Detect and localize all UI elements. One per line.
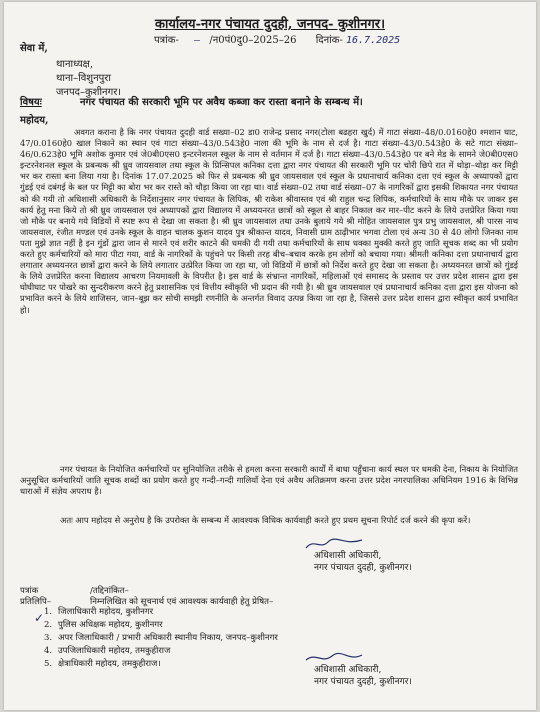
- copy-ref-label: पत्रांक: [20, 586, 39, 596]
- salutation: महोदय,: [20, 115, 49, 126]
- list-item: 2. पुलिस अधिक्षक महोदय, कुशीनगर: [44, 620, 163, 630]
- copy-header: [20, 586, 273, 608]
- reference-line: [154, 32, 400, 46]
- date-label: दिनांक-: [315, 35, 343, 46]
- prati-label: प्रतिलिपि–: [20, 597, 52, 607]
- recipient-line: थाना–विशुनपुरा: [56, 73, 111, 84]
- subject-line: [20, 94, 363, 108]
- recipient-line: जनपद–कुशीनगर।: [56, 87, 122, 98]
- list-item: 4. उपजिलाधिकारी महोदय, तमकुहीराज: [44, 646, 171, 656]
- ref-handwritten-mark: —: [182, 35, 207, 46]
- copy-ref-value: /तद्दिनांकित–: [90, 586, 129, 596]
- ref-label: पत्रांक-: [154, 35, 179, 46]
- recipient-line: थानाध्यक्ष,: [56, 59, 94, 70]
- letter-sheet: [4, 2, 536, 710]
- signatory-office: नगर पंचायत दुदही, कुशीनगर।: [314, 677, 412, 687]
- body-paragraph-2: नगर पंचायत के नियोजित कर्मचारियों पर सुनियोजित तरीके से हमला करना सरकारी कार्यों में बाधा पहुँचाना कार्य स्थल पर धमकी देना, निकाय के नियोजित अनुसूचित कर्मचारियों जाति सूचक शब्दों का प्रयोग करते हुए गन्दी–गन्दी गालियाँ देना एवं अवैध अतिक्रमण करना उत्तर प्रदेश नगरपालिका अधिनियम 1916 के विभिन्न धाराओं में संज्ञेय अपराध है।: [20, 464, 518, 497]
- office-header-title: कार्यालय-नगर पंचायत दुदही, जनपद- कुशीनगर।: [154, 17, 386, 32]
- handwritten-tick-mark: ✓: [34, 611, 45, 625]
- list-item: 1. जिलाधिकारी महोदय, कुशीनगर: [44, 607, 154, 617]
- signatory-title: अधिशासी अधिकारी,: [314, 551, 382, 561]
- signature-scribble: [304, 650, 364, 668]
- seva-me: सेवा में,: [20, 43, 48, 54]
- signatory-title: अधिशासी अधिकारी,: [314, 665, 382, 675]
- signature-block-bottom: [314, 664, 412, 688]
- ref-number: /न0पं0दु0–2025–26: [209, 35, 297, 46]
- copy-recipient-list: [44, 606, 278, 671]
- subject-label: विषयः: [20, 97, 42, 108]
- list-item: 3. अपर जिलाधिकारी / प्रभारी अधिकारी स्थानीय निकाय, जनपद–कुशीनगर: [44, 633, 278, 643]
- prati-text: निम्नलिखित को सूचनार्थ एवं आवश्यक कार्यवाही हेतु प्रेषित–: [90, 597, 274, 607]
- signature-block-top: [314, 550, 412, 574]
- body-paragraph-1: अवगत कराना है कि नगर पंचायत दुदही वार्ड सख्या–02 डा0 राजेन्द्र प्रसाद नगर(टोला बढहरा खुर्द) में गाटा संख्या–48/0.0160हे0 श्मशान घाट, 47/0.0160हे0 खाल निकाने का स्थान एवं गाटा संख्या–43/0.543हे0 नाला की भूमि के नाम से दर्ज है। गाटा संख्या–43/0.543हे0 के सटे गाटा संख्या–46/0.623हे0 भूमि अशोक कुमार एवं जे0बी0एस0 इन्टरनेशनल स्कूल के नाम से वर्तमान में दर्ज है। गाटा संख्या–43/0.543हे0 पर बने मेड के सामने जे0बी0एस0 इन्टरनेशनल स्कूल के प्रबन्धक श्री ध्रुव जायसवाल तथा स्कूल के प्रिन्सिपल कनिका दत्ता द्वारा नगर पंचायत की सरकारी भूमि पर चोरी छिपे रात में थोड़ा–थोड़ा कर मिट्टी भर कर रास्ता बना लिया गया है। दिनांक 17.07.2025 को फिर से प्रबन्धक श्री ध्रुव जायसवाल एवं स्कूल के प्रधानाचार्य कनिका दत्ता एवं स्कूल के अध्यापकों द्वारा गुंडई एवं दबंगई के बल पर मिट्टी का बोरा भर कर रास्ते को चौड़ा किया जा रहा था। वार्ड संख्या–02 तथा वार्ड संख्या–07 के नागरिकों द्वारा इसकी शिकायत नगर पंचायत को की गयी तो अधिशासी अधिकारी के निर्देशानुसार नगर पंचायत के लिपिक, श्री राकेश श्रीवास्तव एवं श्री राहुल चन्द्र लिपिक, कर्मचारियों के साथ मौके पर जाकर इस कार्य हेतु मना किये तो श्री ध्रुव जायसवाल एवं अध्यापकों द्वारा विद्यालय में अध्ययनरत छात्रों को स्कूल से बाहर निकाल कर मार–पीट करने के लिये उत्तप्रेरित किया गया जो मौके पर बनाये गये विडियों में स्पष्ट रूप से देखा जा सकता है। श्री ध्रुव जायसवाल तथा उनके बुलाये गये श्री मोहित जायसवाल पुत्र प्रभु जायसवाल, श्री पारस नाथ जायसवाल, रंजीत मण्डल एवं उनके स्कूल के वाहन चालक कुशन यादव पुत्र श्रीकान्त यादव, निवासी ग्राम ठाढ़ीभार भगवा टोला एवं अन्य 30 से 40 लोगो जिनका नाम पता मुझे ज्ञात नहीं है इन गुंडों द्वारा जान से मारने एवं शरीर काटने की धमकी दी गयी तथा कर्मचारियों के साथ धक्का मुक्की करते हुए जाति सूचक शब्द का भी प्रयोग करते हुए कर्मचारियों को मारा पीटा गया, वार्ड के नागरिकों के पहुंचने पर किसी तरह बीच–बचाव करके हम लोगों को बचाया गया। श्रीमती कनिका दत्ता प्रधानाचार्य द्वारा लगातार अध्ययनरत छात्रों द्वारा करने के लिये लगातार उत्प्रेरित किया जा रहा था, जो विडियों में छात्रों को निर्देश करते हुए देखा जा सकता है। अध्ययनरत छात्रों को गुंडई के लिये उत्तप्रेरित करना विद्यालय आचरण नियमावली के विपरीत है। इस वार्ड के संभ्रान्त नागरिकों, महिलाओं एवं समासद के प्रस्ताव पर उत्तर प्रदेश शासन द्वारा इस घोघीघाट पर पोखरे का सुन्दरीकरण करने हेतु प्रशासनिक एवं वित्तीय स्वीकृति भी प्रदान की गयी है। श्री ध्रुव जायसवाल एवं प्रधानाचार्य कनिका दत्ता द्वारा इस योजना को प्रभावित करने के लिये शाजिसन, जान–बूझ कर सोची समझी रणनीति के अन्तर्गत विवाद उत्पन्न किया जा रहा है, जिससे उत्तर प्रदेश शासन द्वारा स्वीकृत कार्य प्रभावित हो।: [20, 127, 518, 315]
- list-item: 5. क्षेत्राधिकारी महोदय, तमकुहीराज।: [44, 659, 161, 669]
- signatory-office: नगर पंचायत दुदही, कुशीनगर।: [314, 563, 412, 573]
- date-value: 16.7.2025: [345, 35, 401, 46]
- signature-scribble: [304, 536, 364, 554]
- subject-text: नगर पंचायत की सरकारी भूमि पर अवैध कब्जा कर रास्ता बनाने के सम्बन्ध में।: [80, 97, 363, 108]
- body-paragraph-3: अतः आप महोदय से अनुरोध है कि उपरोक्त के सम्बन्ध में आवश्यक विधिक कार्यवाही करते हुए प्रथम सूचना रिपोर्ट दर्ज करने की कृपा करें।: [60, 515, 471, 525]
